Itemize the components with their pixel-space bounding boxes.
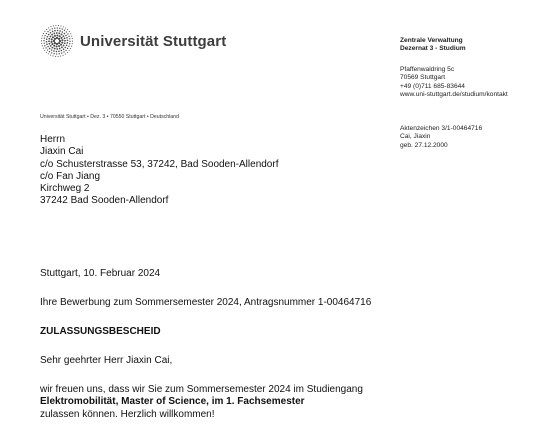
recipient-line-3: Kirchweg 2: [40, 183, 90, 195]
recipient-salutation: Herrn: [40, 134, 66, 145]
office-city: 70569 Stuttgart: [400, 74, 446, 82]
reference-name: Cai, Jiaxin: [400, 133, 431, 141]
body-line-2: Elektromobilität, Master of Science, im 1. Fachsemester: [40, 396, 305, 408]
sender-return-line: Universität Stuttgart • Dez. 3 • 70550 Stuttgart • Deutschland: [40, 114, 179, 120]
letter-body: [40, 384, 363, 421]
reference-birth: geb. 27.12.2000: [400, 141, 448, 149]
office-contact: [400, 66, 508, 100]
reference-file-no: Aktenzeichen 3/1-00464716: [400, 125, 483, 132]
university-logo: [40, 24, 226, 58]
reference-block: [400, 125, 482, 150]
office-phone: +49 (0)711 685-83644: [400, 82, 465, 90]
letter-title: ZULASSUNGSBESCHEID: [40, 326, 161, 337]
recipient-line-2: c/o Fan Jiang: [40, 170, 101, 182]
recipient-address: [40, 134, 278, 208]
university-name: Universität Stuttgart: [80, 32, 227, 50]
place-date: Stuttgart, 10. Februar 2024: [40, 268, 161, 279]
recipient-name: Jiaxin Cai: [40, 146, 84, 158]
office-street: Pfaffenwaldring 5c: [400, 66, 455, 73]
body-line-1: wir freuen uns, dass wir Sie zum Sommersemester 2024 im Studiengang: [40, 384, 363, 395]
subject-line: Ihre Bewerbung zum Sommersemester 2024, Antragsnummer 1-00464716: [40, 297, 372, 308]
recipient-line-4: 37242 Bad Sooden-Allendorf: [40, 195, 169, 207]
office-title: Zentrale Verwaltung: [400, 37, 463, 44]
letter-salutation: Sehr geehrter Herr Jiaxin Cai,: [40, 355, 173, 366]
office-header: [400, 37, 466, 54]
recipient-line-1: c/o Schusterstrasse 53, 37242, Bad Sooden-Allendorf: [40, 158, 279, 170]
office-web: www.uni-stuttgart.de/studium/kontakt: [400, 91, 508, 99]
office-department: Dezernat 3 - Studium: [400, 45, 466, 53]
body-line-3: zulassen können. Herzlich willkommen!: [40, 408, 215, 420]
dotted-circle-logo-icon: [40, 24, 74, 58]
